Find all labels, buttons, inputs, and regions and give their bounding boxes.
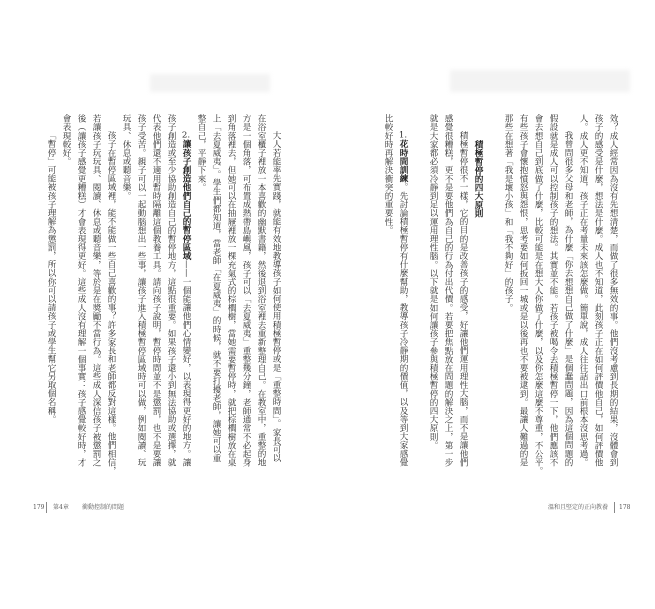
right-page-number: 178 xyxy=(619,504,631,511)
text-column: 上「去夏威夷」。學生們都知道，當老師「在夏威夷」的時候，就不要打擾老師，讓她可以重 xyxy=(211,114,221,463)
section-heading: 積極暫停的四大原則 xyxy=(473,139,483,218)
text-column: 玩具、休息或聽音樂。 xyxy=(121,114,131,200)
text-column: 若讓孩子玩玩具、閱讀、休息或聽音樂，等於是在獎勵不當行為。這些成人深信孩子被懲罰之 xyxy=(91,114,101,467)
paper-show-through xyxy=(450,70,630,92)
text-column: 大人若能率先實踐，就能有效地教導孩子如何使用積極暫停或是「重整時間」。家長可以 xyxy=(271,131,281,463)
text-column: 會去想自己到底做了什麼，比較可能是在想大人你做了什麼，以及你怎麼這麼不尊重，不公平。 xyxy=(533,114,543,476)
text-column: 就是大家都必須冷靜到足以運用理性腦。以下就是如何讓孩子參與積極暫停的四大原則。 xyxy=(428,114,438,450)
text-column: 孩子在暫停區域裡，能不能做一些自己喜歡的事？許多家長和老師都反對這樣。他們相信， xyxy=(106,131,116,476)
text-column: 「暫停」可能被孩子理解為懲罰，所以你可以請孩子或學生幫它另取個名稱。 xyxy=(46,131,56,424)
text-column: 代表他們還不適用暫時隔離這個教養工具。請向孩子說明，暫停時間並不是懲罰，也不是要讓 xyxy=(151,114,161,467)
footer-divider xyxy=(46,502,47,513)
principle-number: 1. xyxy=(398,131,408,140)
principle-title: 讓孩子創造他們自己的暫停區域 xyxy=(181,139,191,261)
chapter-label: 第4章 xyxy=(53,504,69,511)
principle-number: 2. xyxy=(181,131,191,140)
blank-line xyxy=(410,114,425,470)
text-column: 會表現較好。 xyxy=(61,114,71,166)
text-column: 積極暫停很不一樣，它的目的是改善孩子的感受，好讓他們運用理性大腦，而不是讓他們 xyxy=(458,131,468,467)
right-page-text-block xyxy=(380,114,620,476)
paper-show-through xyxy=(150,74,270,92)
book-title-footer: 溫和且堅定的正向教養 xyxy=(547,504,608,511)
principle-title: 花時間訓練 xyxy=(398,139,408,183)
text-column: 有些孩子會懷抱憤怒與怨恨，思考要如何扳回一城或是以後再也不要被逮到。最讓人難過的是 xyxy=(518,114,528,467)
text-column: 假設就是成人可以控制孩子的想法。其實並不能。若孩子被喝令去積極暫停一下，他們應該不 xyxy=(548,114,558,467)
text-column: 感覺很糟糕，更不是要他們為自己的行為付出代價。若要把焦點放在問題的解決之上，第一步 xyxy=(443,114,453,467)
text-column: 方是一個角落，可布置成熱帶島嶼風，孩子可以「去夏威夷」重整幾分鐘，老師通常不必起身 xyxy=(241,114,251,467)
text-column: 在浴室櫃子裡放一本喜歡的幽默書籍，然後退到浴室裡去重新整理自己。在教室中，重整的地 xyxy=(256,114,266,467)
text-column: 孩子的感受是什麼，想法是什麼。成人也不知道，此刻孩子正在如何評價他自己，如何評價他 xyxy=(593,114,603,467)
text-column: 整自己，平靜下來。 xyxy=(196,114,206,192)
principle-text: ——一個能讓他們心情變好，以表現得更好的地方。讓 xyxy=(181,260,191,467)
text-column: 效？成人經常因為沒有先想清楚，而做了很多無效的事。他們沒考慮到長期的結果，沒體會到 xyxy=(608,114,618,467)
principle-2-column xyxy=(178,114,193,470)
text-column: 那些在想著「我是壞小孩」和「我不夠好」的孩子。 xyxy=(503,114,513,312)
left-page-number: 179 xyxy=(33,504,45,511)
text-column: 人。成人更不知道，孩子正在考量未來該怎麼做。簡單說，成人往往話出口前根本沒思考過。 xyxy=(578,114,588,467)
chapter-title-footer: 衝動控制的問題 xyxy=(82,504,125,511)
blank-line xyxy=(485,114,500,470)
footer-divider xyxy=(614,502,615,513)
text-column: 我曾問很多父母和老師，為什麼「你去想想自己做了什麼」是個蠢問題，因為這個問題的 xyxy=(563,131,573,467)
principle-1-column xyxy=(395,114,410,470)
text-column: 後（讓孩子感覺更糟糕）才會表現得更好。這些成人沒有理解一個事實：孩子感覺較好時，才 xyxy=(76,114,86,467)
text-column: 比較好時再解決衝突的重要性。 xyxy=(383,114,393,235)
text-column: 孩子創造或至少協助創造自己的暫停地方，這點很重要。如果孩子還小到無法協助或選擇，就 xyxy=(166,114,176,467)
text-column: 孩子受苦。親子可以一起動腦想出一些事，讓孩子進入積極暫停區域時可以做，例如閱讀、玩 xyxy=(136,114,146,467)
principle-text: 。先討論積極暫停有什麼幫助，教導孩子冷靜期的價值，以及等到大家感覺 xyxy=(398,182,408,467)
left-page-text-block xyxy=(43,114,283,476)
text-column: 到角落裡去，但她可以在抽屜裡放一棵充氣式的棕櫚樹，當她需要暫停時，就把棕櫚樹放在桌 xyxy=(226,114,236,467)
